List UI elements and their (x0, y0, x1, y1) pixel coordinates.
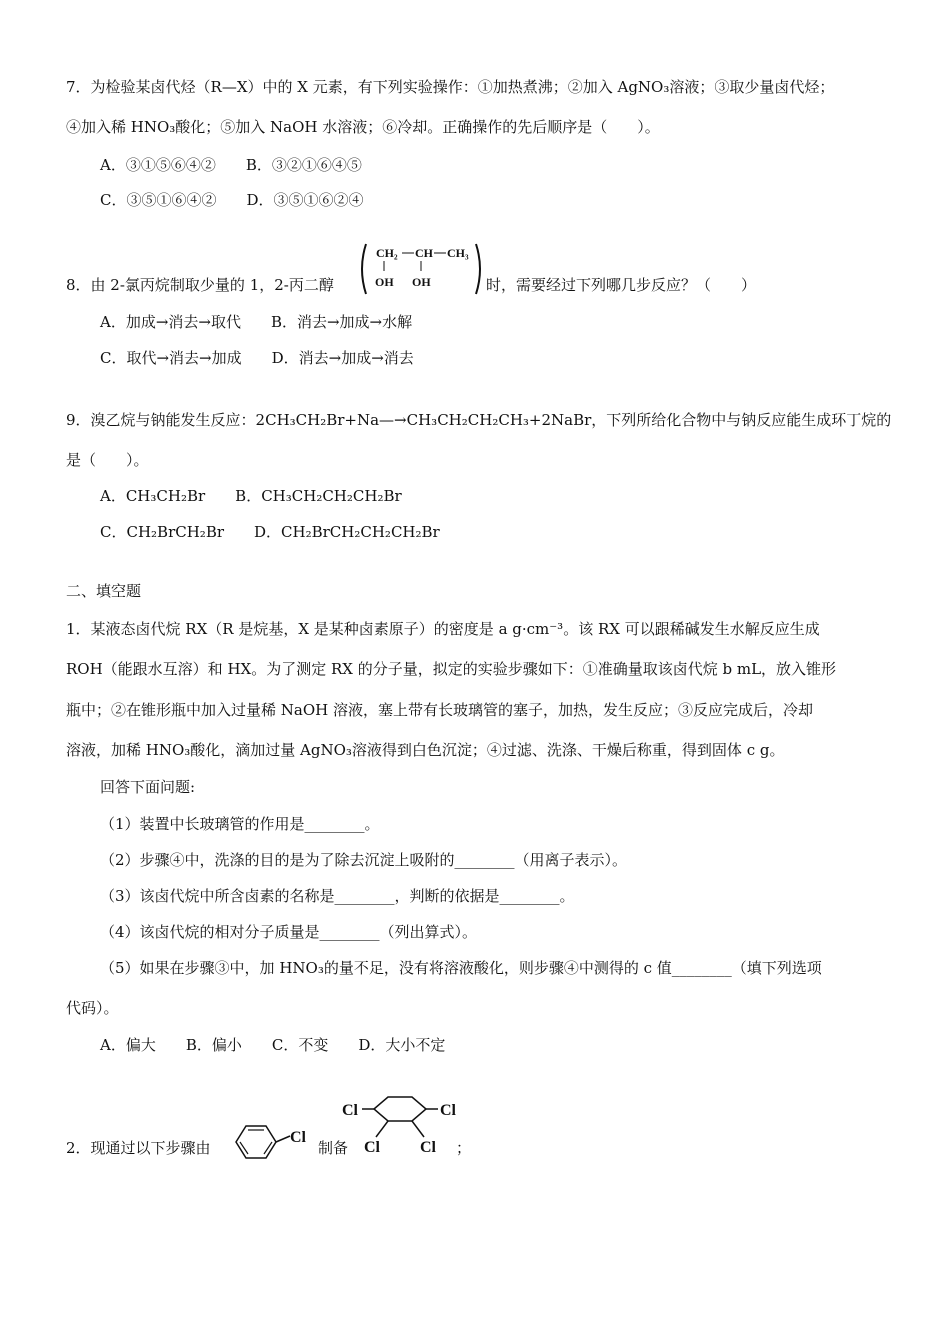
fq1-line-1: 1．某液态卤代烷 RX（R 是烷基，X 是某种卤素原子）的密度是 a g·cm⁻³。该 RX 可以跟稀碱发生水解反应生成 (66, 620, 820, 638)
q8-suffix: 时，需要经过下列哪几步反应？（ ） (486, 276, 757, 294)
chlorine-label: Cl (290, 1129, 306, 1146)
cl-label-bottom-right: Cl (420, 1139, 436, 1156)
fq1-sub-4: （4）该卤代烷的相对分子质量是________（列出算式）。 (100, 923, 478, 941)
fq1-options: A．偏大 B．偏小 C．不变 D．大小不定 (100, 1036, 446, 1054)
bond-cl-bottom-left (376, 1121, 388, 1137)
fq2-mid: 制备 (318, 1139, 349, 1157)
tetrachlorocyclohexane-structure (340, 1092, 464, 1156)
q9-options-row-2: C．CH₂BrCH₂Br D．CH₂BrCH₂CH₂CH₂Br (100, 523, 440, 541)
q7-options-row-1: A．③①⑤⑥④② B．③②①⑥④⑤ (100, 156, 362, 174)
formula-oh-1: OH (375, 275, 394, 289)
propanediol-structure (358, 240, 486, 298)
fq2-suffix: ； (456, 1139, 472, 1157)
q9-line-2: 是（ ）。 (66, 451, 149, 469)
section-heading: 二、填空题 (66, 582, 142, 600)
cl-label-left: Cl (342, 1102, 358, 1119)
q8-prefix: 8．由 2-氯丙烷制取少量的 1，2-丙二醇 (66, 276, 334, 294)
left-paren (362, 244, 366, 294)
q7-line-1: 7．为检验某卤代烃（R—X）中的 X 元素，有下列实验操作：①加热煮沸；②加入 AgNO₃溶液；③取少量卤代烃； (66, 78, 835, 96)
fq1-prompt: 回答下面问题: (100, 778, 196, 796)
fq1-sub-1: （1）装置中长玻璃管的作用是________。 (100, 815, 380, 833)
cyclohexane-ring (374, 1097, 426, 1121)
cl-label-right: Cl (440, 1102, 456, 1119)
formula-ch3: CH₃ (447, 246, 469, 260)
cl-label-bottom-left: Cl (364, 1139, 380, 1156)
q8-options-row-1: A．加成→消去→取代 B．消去→加成→水解 (100, 313, 413, 331)
q9-options-row-1: A．CH₃CH₂Br B．CH₃CH₂CH₂CH₂Br (100, 487, 402, 505)
fq1-line-4: 溶液，加稀 HNO₃酸化，滴加过量 AgNO₃溶液得到白色沉淀；④过滤、洗涤、干燥后称重，得到固体 c g。 (66, 741, 785, 759)
aromatic-bond-3 (240, 1142, 248, 1154)
q7-line-2: ④加入稀 HNO₃酸化；⑤加入 NaOH 水溶液；⑥冷却。正确操作的先后顺序是（ ）。 (66, 118, 660, 136)
q7-options-row-2: C．③⑤①⑥④② D．③⑤①⑥②④ (100, 191, 364, 209)
aromatic-bond-2 (264, 1142, 272, 1154)
bond-cl-bottom-right (412, 1121, 424, 1137)
q8-options-row-2: C．取代→消去→加成 D．消去→加成→消去 (100, 349, 414, 367)
fq1-sub-3: （3）该卤代烷中所含卤素的名称是________，判断的依据是________。 (100, 887, 575, 905)
fq1-line-2: ROH（能跟水互溶）和 HX。为了测定 RX 的分子量，拟定的实验步骤如下：①准确量取该卤代烷 b mL，放入锥形 (66, 660, 837, 678)
q9-line-1: 9．溴乙烷与钠能发生反应：2CH₃CH₂Br+Na—→CH₃CH₂CH₂CH₃+2NaBr，下列所给化合物中与钠反应能生成环丁烷的 (66, 411, 892, 429)
c-cl-bond (276, 1136, 290, 1142)
fq2-prefix: 2．现通过以下步骤由 (66, 1139, 211, 1157)
formula-oh-2: OH (412, 275, 431, 289)
right-paren (476, 244, 480, 294)
benzene-ring (236, 1126, 276, 1158)
chlorobenzene-structure (226, 1120, 318, 1164)
formula-ch: CH (415, 246, 433, 260)
fq1-sub-5-line-2: 代码）。 (66, 999, 119, 1017)
fq1-sub-2: （2）步骤④中，洗涤的目的是为了除去沉淀上吸附的________（用离子表示）。 (100, 851, 628, 869)
formula-ch2: CH₂ (376, 246, 398, 260)
fq1-sub-5-line-1: （5）如果在步骤③中，加 HNO₃的量不足，没有将溶液酸化，则步骤④中测得的 c 值________（填下列选项 (100, 959, 822, 977)
fq1-line-3: 瓶中；②在锥形瓶中加入过量稀 NaOH 溶液，塞上带有长玻璃管的塞子，加热，发生反应；③反应完成后，冷却 (66, 701, 813, 719)
